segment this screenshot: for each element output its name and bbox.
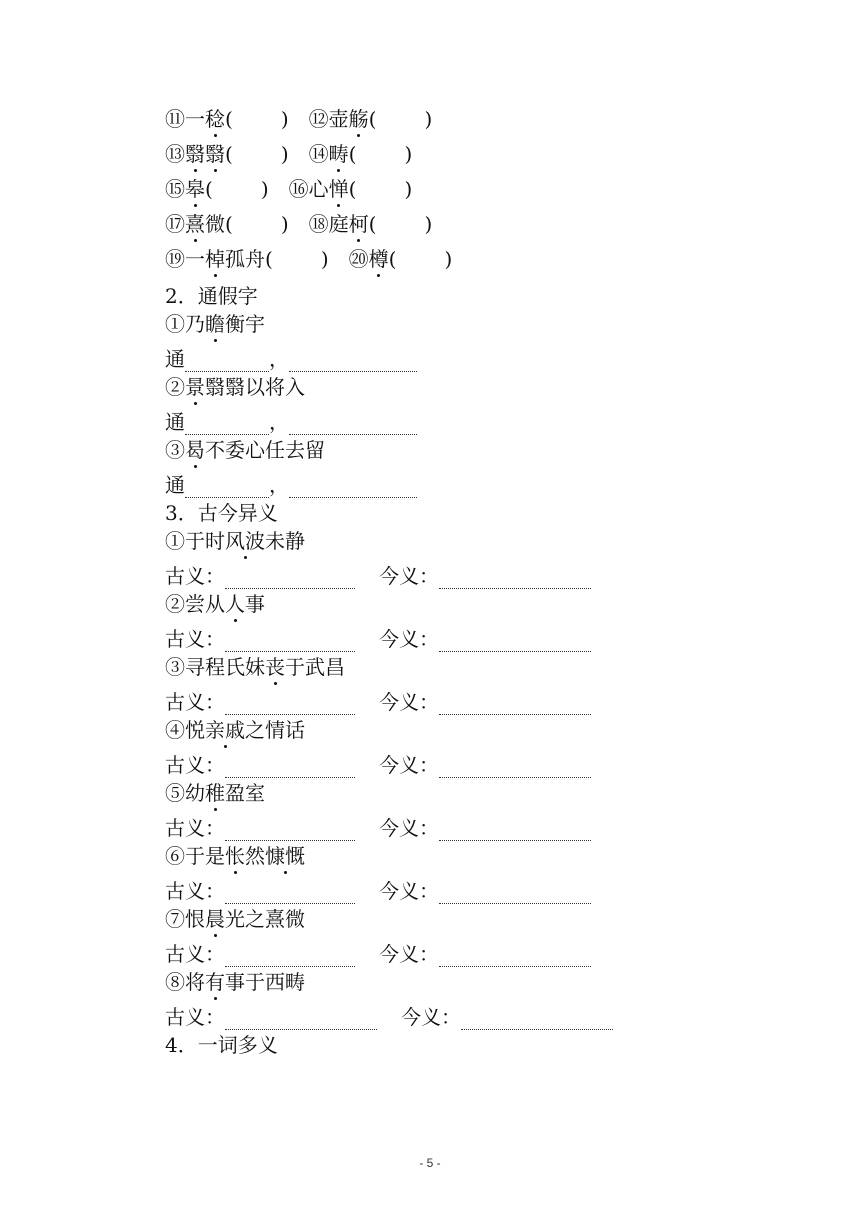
section-heading-tongjiazi: 2．通假字 bbox=[165, 284, 258, 308]
item-19-prefix: ⑲一 bbox=[165, 247, 205, 271]
paren-close: ) bbox=[320, 247, 329, 271]
item-text: 于武昌 bbox=[285, 655, 345, 679]
answer-blank[interactable] bbox=[185, 414, 269, 435]
gujin-answer-8 bbox=[165, 1004, 613, 1030]
gu-label: 古义： bbox=[165, 753, 225, 777]
item-text: ⑤幼 bbox=[165, 781, 205, 805]
item-dotted-char: 景 bbox=[185, 375, 205, 399]
jin-label: 今义： bbox=[379, 879, 439, 903]
gu-label: 古义： bbox=[165, 690, 225, 714]
item-12-char: 觞 bbox=[348, 107, 369, 131]
gu-label: 古义： bbox=[165, 1005, 225, 1029]
gujin-answer-7 bbox=[165, 941, 591, 967]
item-dotted-char: 丧 bbox=[265, 655, 285, 679]
item-dotted-char: 怅 bbox=[225, 844, 245, 868]
item-text: 衡宇 bbox=[225, 312, 265, 336]
item-dotted-char: 晨 bbox=[205, 907, 225, 931]
paren-open: ( bbox=[348, 177, 357, 201]
item-text: ③寻程氏妹 bbox=[165, 655, 265, 679]
gujin-item-7 bbox=[165, 906, 305, 932]
paren-close: ) bbox=[444, 247, 453, 271]
item-text: 盈室 bbox=[225, 781, 265, 805]
item-17-char: 熹 bbox=[185, 212, 205, 236]
gu-label: 古义： bbox=[165, 879, 225, 903]
answer-blank[interactable] bbox=[225, 631, 355, 652]
paren-open: ( bbox=[225, 212, 233, 236]
item-text: ⑦恨 bbox=[165, 907, 205, 931]
answer-blank[interactable] bbox=[289, 351, 417, 372]
paren-open: ( bbox=[388, 247, 397, 271]
paren-close: ) bbox=[260, 177, 269, 201]
paren-close: ) bbox=[424, 212, 433, 236]
answer-blank[interactable] bbox=[225, 568, 355, 589]
item-text: 翳翳以将入 bbox=[205, 375, 305, 399]
tongjia-item-3 bbox=[165, 437, 325, 463]
item-17-prefix: ⑰ bbox=[165, 212, 185, 236]
item-text: 之情话 bbox=[245, 718, 305, 742]
paren-open: ( bbox=[265, 247, 273, 271]
item-20-char: 樽 bbox=[368, 247, 389, 271]
item-text: 事于西畴 bbox=[225, 970, 305, 994]
answer-blank[interactable] bbox=[461, 1009, 613, 1030]
vocab-row-15-16 bbox=[165, 176, 412, 202]
paren-close: ) bbox=[280, 107, 289, 131]
item-text: ①乃 bbox=[165, 312, 205, 336]
vocab-row-11-12 bbox=[165, 106, 432, 132]
comma: ， bbox=[269, 410, 289, 434]
paren-close: ) bbox=[280, 212, 289, 236]
paren-close: ) bbox=[424, 107, 433, 131]
paren-open: ( bbox=[205, 177, 213, 201]
tongjia-answer-2 bbox=[165, 409, 417, 435]
item-text: ①于时 bbox=[165, 529, 225, 553]
answer-blank[interactable] bbox=[439, 694, 591, 715]
gu-label: 古义： bbox=[165, 816, 225, 840]
item-13-prefix: ⑬ bbox=[165, 142, 185, 166]
gujin-answer-1 bbox=[165, 563, 591, 589]
gu-label: 古义： bbox=[165, 627, 225, 651]
item-dotted-char: 亲戚 bbox=[205, 718, 245, 742]
answer-blank[interactable] bbox=[439, 883, 591, 904]
item-dotted-char: 有 bbox=[205, 970, 225, 994]
answer-blank[interactable] bbox=[185, 477, 269, 498]
item-18-char: 柯 bbox=[348, 212, 369, 236]
item-dotted-char: 曷 bbox=[185, 438, 205, 462]
answer-blank[interactable] bbox=[439, 757, 591, 778]
answer-blank[interactable] bbox=[439, 946, 591, 967]
gu-label: 古义： bbox=[165, 564, 225, 588]
item-text: ③ bbox=[165, 438, 185, 462]
gujin-answer-3 bbox=[165, 689, 591, 715]
comma: ， bbox=[269, 347, 289, 371]
gujin-answer-4 bbox=[165, 752, 591, 778]
item-11-char: 稔 bbox=[205, 107, 225, 131]
item-14-char: 畴 bbox=[328, 142, 349, 166]
gujin-answer-5 bbox=[165, 815, 591, 841]
item-text: 然 bbox=[245, 844, 265, 868]
paren-open: ( bbox=[225, 142, 233, 166]
item-dotted-char: 稚 bbox=[205, 781, 225, 805]
paren-close: ) bbox=[280, 142, 289, 166]
gujin-answer-2 bbox=[165, 626, 591, 652]
answer-blank[interactable] bbox=[289, 414, 417, 435]
vocab-row-17-18 bbox=[165, 211, 432, 237]
item-19-suffix: 孤舟 bbox=[225, 247, 265, 271]
jin-label: 今义： bbox=[379, 753, 439, 777]
gujin-item-1 bbox=[165, 528, 305, 554]
comma: ， bbox=[269, 473, 289, 497]
gujin-item-3 bbox=[165, 654, 345, 680]
answer-blank[interactable] bbox=[289, 477, 417, 498]
item-text: ② bbox=[165, 375, 185, 399]
gu-label: 古义： bbox=[165, 942, 225, 966]
answer-blank[interactable] bbox=[439, 568, 591, 589]
item-text: ⑧将 bbox=[165, 970, 205, 994]
answer-blank[interactable] bbox=[225, 1009, 377, 1030]
gujin-answer-6 bbox=[165, 878, 591, 904]
item-18-prefix: ⑱庭 bbox=[308, 212, 349, 236]
item-text: ④悦 bbox=[165, 718, 205, 742]
gujin-item-5 bbox=[165, 780, 265, 806]
answer-blank[interactable] bbox=[439, 631, 591, 652]
jin-label: 今义： bbox=[379, 690, 439, 714]
item-13-char2: 翳 bbox=[205, 142, 225, 166]
item-text: ⑥于是 bbox=[165, 844, 225, 868]
tong-label: 通 bbox=[165, 473, 185, 497]
item-dotted-char: 慷慨 bbox=[265, 844, 305, 868]
item-12-prefix: ⑫壶 bbox=[308, 107, 349, 131]
jin-label: 今义： bbox=[379, 564, 439, 588]
item-dotted-char: 瞻 bbox=[205, 312, 225, 336]
gujin-item-2 bbox=[165, 591, 265, 617]
item-16-prefix: ⑯心 bbox=[288, 177, 329, 201]
item-text: ②尝从 bbox=[165, 592, 225, 616]
item-14-prefix: ⑭ bbox=[308, 142, 329, 166]
item-text: 未静 bbox=[265, 529, 305, 553]
item-17-suffix: 微 bbox=[205, 212, 225, 236]
paren-open: ( bbox=[348, 142, 357, 166]
answer-blank[interactable] bbox=[439, 820, 591, 841]
page-number: - 5 - bbox=[419, 1156, 441, 1170]
answer-blank[interactable] bbox=[225, 946, 355, 967]
paren-open: ( bbox=[225, 107, 233, 131]
vocab-row-13-14 bbox=[165, 141, 412, 167]
section-heading-gujinyiyi: 3．古今异义 bbox=[165, 501, 278, 525]
gujin-item-4 bbox=[165, 717, 305, 743]
item-text: 事 bbox=[245, 592, 265, 616]
tong-label: 通 bbox=[165, 410, 185, 434]
jin-label: 今义： bbox=[379, 942, 439, 966]
paren-open: ( bbox=[368, 107, 377, 131]
answer-blank[interactable] bbox=[225, 820, 355, 841]
tongjia-item-2 bbox=[165, 374, 305, 400]
item-text: 不委心任去留 bbox=[205, 438, 325, 462]
answer-blank[interactable] bbox=[225, 757, 355, 778]
item-13-char1: 翳 bbox=[185, 142, 205, 166]
paren-close: ) bbox=[404, 177, 413, 201]
gujin-item-6 bbox=[165, 843, 305, 869]
item-16-char: 惮 bbox=[328, 177, 349, 201]
answer-blank[interactable] bbox=[225, 883, 355, 904]
item-15-char: 皋 bbox=[185, 177, 205, 201]
jin-label: 今义： bbox=[401, 1005, 461, 1029]
item-20-prefix: ⑳ bbox=[348, 247, 369, 271]
item-19-char: 棹 bbox=[205, 247, 225, 271]
jin-label: 今义： bbox=[379, 816, 439, 840]
vocab-row-19-20 bbox=[165, 246, 452, 272]
tong-label: 通 bbox=[165, 347, 185, 371]
answer-blank[interactable] bbox=[225, 694, 355, 715]
section-heading-yiciduoyi: 4．一词多义 bbox=[165, 1033, 278, 1057]
gujin-item-8 bbox=[165, 969, 305, 995]
tongjia-item-1 bbox=[165, 311, 265, 337]
tongjia-answer-1 bbox=[165, 346, 417, 372]
tongjia-answer-3 bbox=[165, 472, 417, 498]
paren-close: ) bbox=[404, 142, 413, 166]
item-11-prefix: ⑪一 bbox=[165, 107, 205, 131]
jin-label: 今义： bbox=[379, 627, 439, 651]
item-15-prefix: ⑮ bbox=[165, 177, 185, 201]
item-text: 光之熹微 bbox=[225, 907, 305, 931]
item-dotted-char: 风波 bbox=[225, 529, 265, 553]
item-dotted-char: 人 bbox=[225, 592, 245, 616]
answer-blank[interactable] bbox=[185, 351, 269, 372]
paren-open: ( bbox=[368, 212, 377, 236]
